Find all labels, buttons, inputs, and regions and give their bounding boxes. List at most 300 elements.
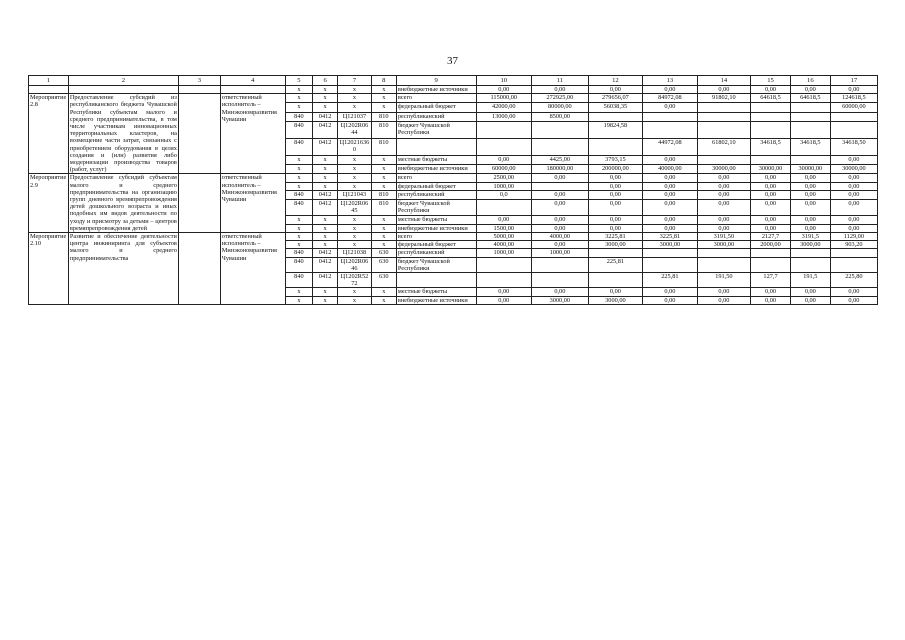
- value-cell: 180000,00: [532, 165, 589, 174]
- table-row: [29, 86, 878, 94]
- value-cell: 0,00: [532, 215, 589, 224]
- empty-cell: [178, 94, 220, 174]
- source-cell: федеральный бюджет: [396, 241, 476, 249]
- code-cell: 840: [285, 273, 312, 288]
- value-cell: 40000,00: [643, 165, 698, 174]
- value-cell: 34618,5: [790, 138, 830, 155]
- value-cell: 0,00: [588, 288, 643, 296]
- value-cell: 3225,81: [643, 233, 698, 241]
- measure-cell: Мероприятие 2.10: [29, 233, 69, 305]
- source-cell: [396, 273, 476, 288]
- value-cell: [476, 138, 532, 155]
- value-cell: 42000,00: [476, 103, 532, 112]
- code-cell: x: [313, 86, 338, 94]
- value-cell: 56038,35: [588, 103, 643, 112]
- value-cell: 0,00: [532, 241, 589, 249]
- value-cell: 3000,00: [790, 241, 830, 249]
- value-cell: 0,00: [588, 182, 643, 191]
- value-cell: 4000,00: [532, 233, 589, 241]
- code-cell: Ц121038: [338, 249, 372, 257]
- value-cell: 0,00: [532, 86, 589, 94]
- code-cell: x: [371, 156, 396, 165]
- code-cell: x: [285, 165, 312, 174]
- value-cell: 64618,5: [790, 94, 830, 103]
- header-cell: 10: [476, 76, 532, 86]
- code-cell: 810: [371, 191, 396, 200]
- source-cell: федеральный бюджет: [396, 182, 476, 191]
- value-cell: [476, 199, 532, 215]
- code-cell: x: [338, 86, 372, 94]
- value-cell: 60000,00: [476, 165, 532, 174]
- value-cell: 0,00: [751, 215, 791, 224]
- code-cell: x: [338, 103, 372, 112]
- value-cell: 2500,00: [476, 174, 532, 183]
- value-cell: 0,00: [588, 215, 643, 224]
- value-cell: [830, 257, 877, 272]
- code-cell: x: [338, 165, 372, 174]
- description-cell: Предоставление субсидий субъектам малого и среднего предпринимательства на организацию групп дневного времяпрепровождения детей дошкольного возраста и иных подобных им видов деятельности по уходу и присмотру за детьми – центров времяпрепровождения детей: [69, 174, 177, 232]
- value-cell: [790, 249, 830, 257]
- value-cell: 2127,7: [751, 233, 791, 241]
- value-cell: 0,00: [697, 199, 750, 215]
- code-cell: 0412: [313, 249, 338, 257]
- code-cell: x: [285, 182, 312, 191]
- code-cell: Ц1202R0644: [338, 121, 372, 138]
- header-cell: 6: [313, 76, 338, 86]
- code-cell: x: [285, 224, 312, 233]
- code-cell: x: [313, 182, 338, 191]
- value-cell: 60000,00: [830, 103, 877, 112]
- code-cell: 810: [371, 121, 396, 138]
- value-cell: [643, 257, 698, 272]
- code-cell: x: [338, 182, 372, 191]
- value-cell: 2000,00: [751, 241, 791, 249]
- value-cell: [697, 249, 750, 257]
- value-cell: [643, 112, 698, 121]
- value-cell: 3000,00: [588, 296, 643, 304]
- value-cell: 0,00: [790, 182, 830, 191]
- value-cell: 80000,00: [532, 103, 589, 112]
- value-cell: [790, 103, 830, 112]
- code-cell: x: [313, 174, 338, 183]
- value-cell: 124618,5: [830, 94, 877, 103]
- value-cell: 1129,00: [830, 233, 877, 241]
- value-cell: 3000,00: [643, 241, 698, 249]
- value-cell: 0,00: [830, 156, 877, 165]
- value-cell: [790, 121, 830, 138]
- code-cell: x: [313, 103, 338, 112]
- value-cell: [588, 138, 643, 155]
- code-cell: x: [285, 288, 312, 296]
- value-cell: 0,00: [790, 199, 830, 215]
- value-cell: 0,00: [476, 156, 532, 165]
- value-cell: 0,00: [476, 288, 532, 296]
- value-cell: 3000,00: [588, 241, 643, 249]
- value-cell: 5000,00: [476, 233, 532, 241]
- value-cell: 0,00: [751, 86, 791, 94]
- value-cell: 0,00: [476, 296, 532, 304]
- value-cell: [532, 257, 589, 272]
- value-cell: [751, 257, 791, 272]
- empty-cell: [29, 86, 69, 94]
- value-cell: [532, 182, 589, 191]
- code-cell: x: [371, 215, 396, 224]
- code-cell: x: [313, 165, 338, 174]
- value-cell: 272925,00: [532, 94, 589, 103]
- code-cell: 840: [285, 138, 312, 155]
- measure-cell: Мероприятие 2.8: [29, 94, 69, 174]
- value-cell: 0,00: [830, 215, 877, 224]
- code-cell: x: [338, 241, 372, 249]
- value-cell: 13000,00: [476, 112, 532, 121]
- header-cell: 11: [532, 76, 589, 86]
- code-cell: x: [338, 288, 372, 296]
- value-cell: 0,00: [830, 199, 877, 215]
- value-cell: 3191,50: [697, 233, 750, 241]
- value-cell: [697, 103, 750, 112]
- page-number: 37: [447, 55, 458, 67]
- source-cell: бюджет Чувашской Республики: [396, 257, 476, 272]
- value-cell: 1000,00: [476, 182, 532, 191]
- value-cell: 200000,00: [588, 165, 643, 174]
- value-cell: [697, 112, 750, 121]
- value-cell: 0,00: [643, 156, 698, 165]
- value-cell: 0,00: [532, 199, 589, 215]
- code-cell: x: [313, 156, 338, 165]
- value-cell: 0,00: [476, 215, 532, 224]
- code-cell: 0412: [313, 121, 338, 138]
- source-cell: бюджет Чувашской Республики: [396, 121, 476, 138]
- description-cell: Предоставление субсидий из республиканского бюджета Чувашской Республики субъектам малого и среднего предпринимательства, в том числе участникам инновационных территориальных кластеров, на возмещение части затрат, связанных с приобретением оборудования в целях создания и (или) развития либо модернизации производства товаров (работ, услуг): [69, 94, 177, 174]
- value-cell: [643, 121, 698, 138]
- code-cell: x: [371, 165, 396, 174]
- code-cell: x: [371, 103, 396, 112]
- code-cell: 0412: [313, 199, 338, 215]
- code-cell: 810: [371, 199, 396, 215]
- value-cell: 1000,00: [532, 249, 589, 257]
- header-cell: 14: [697, 76, 750, 86]
- value-cell: 84972,08: [643, 94, 698, 103]
- empty-cell: [178, 233, 220, 305]
- header-cell: 4: [220, 76, 285, 86]
- value-cell: 30000,00: [697, 165, 750, 174]
- code-cell: 0412: [313, 191, 338, 200]
- code-cell: x: [338, 215, 372, 224]
- value-cell: 0,00: [588, 174, 643, 183]
- code-cell: 840: [285, 249, 312, 257]
- code-cell: 840: [285, 112, 312, 121]
- empty-cell: [68, 86, 178, 94]
- code-cell: Ц1202R0645: [338, 199, 372, 215]
- value-cell: 0,00: [588, 199, 643, 215]
- value-cell: 0,00: [830, 296, 877, 304]
- source-cell: внебюджетные источники: [396, 165, 476, 174]
- value-cell: 0,00: [697, 224, 750, 233]
- value-cell: 3225,81: [588, 233, 643, 241]
- description-cell: Развитие и обеспечение деятельности центра инжиниринга для субъектов малого и среднего предпринимательства: [68, 233, 178, 305]
- code-cell: 840: [285, 121, 312, 138]
- code-cell: Ц121043: [338, 191, 372, 200]
- source-cell: республиканский: [396, 112, 476, 121]
- value-cell: 0,00: [751, 199, 791, 215]
- table-row: [29, 94, 878, 103]
- executor-cell: ответственный исполнитель – Минэкономразвития Чувашии: [220, 94, 285, 174]
- source-cell: республиканский: [396, 191, 476, 200]
- header-cell: 2: [68, 76, 178, 86]
- value-cell: 0,00: [790, 215, 830, 224]
- value-cell: 3000,00: [697, 241, 750, 249]
- value-cell: 127,7: [751, 273, 791, 288]
- value-cell: 0,00: [790, 86, 830, 94]
- code-cell: x: [371, 94, 396, 103]
- code-cell: 0412: [313, 273, 338, 288]
- value-cell: [830, 121, 877, 138]
- measure-cell: Мероприятие 2.9: [29, 174, 69, 233]
- code-cell: x: [313, 233, 338, 241]
- header-cell: 16: [790, 76, 830, 86]
- value-cell: [643, 249, 698, 257]
- value-cell: [751, 249, 791, 257]
- value-cell: 0,00: [697, 191, 750, 200]
- code-cell: x: [285, 296, 312, 304]
- value-cell: 0,00: [790, 288, 830, 296]
- source-cell: внебюджетные источники: [396, 224, 476, 233]
- value-cell: 0,00: [830, 288, 877, 296]
- value-cell: 0,00: [830, 174, 877, 183]
- source-cell: местные бюджеты: [396, 156, 476, 165]
- value-cell: 0,00: [697, 86, 750, 94]
- code-cell: x: [371, 182, 396, 191]
- code-cell: x: [285, 233, 312, 241]
- header-cell: 3: [178, 76, 220, 86]
- source-cell: всего: [396, 94, 476, 103]
- value-cell: 8500,00: [532, 112, 589, 121]
- value-cell: [588, 273, 643, 288]
- source-cell: бюджет Чувашской Республики: [396, 199, 476, 215]
- source-cell: республиканский: [396, 249, 476, 257]
- table-row: [29, 233, 878, 241]
- value-cell: 115000,00: [476, 94, 532, 103]
- code-cell: 840: [285, 191, 312, 200]
- value-cell: 0,00: [830, 182, 877, 191]
- value-cell: [751, 103, 791, 112]
- value-cell: [790, 156, 830, 165]
- code-cell: x: [285, 103, 312, 112]
- value-cell: [476, 121, 532, 138]
- code-cell: 630: [371, 249, 396, 257]
- code-cell: x: [338, 94, 372, 103]
- code-cell: x: [371, 288, 396, 296]
- value-cell: 0,00: [697, 174, 750, 183]
- value-cell: 0,00: [790, 296, 830, 304]
- value-cell: [532, 121, 589, 138]
- header-cell: 9: [396, 76, 476, 86]
- value-cell: 191,50: [697, 273, 750, 288]
- value-cell: [830, 112, 877, 121]
- code-cell: 840: [285, 257, 312, 272]
- code-cell: x: [313, 296, 338, 304]
- header-cell: 7: [338, 76, 372, 86]
- value-cell: 0,00: [532, 224, 589, 233]
- table-row: [29, 174, 878, 183]
- code-cell: 0412: [313, 112, 338, 121]
- source-cell: местные бюджеты: [396, 288, 476, 296]
- value-cell: [476, 273, 532, 288]
- value-cell: 0,00: [532, 191, 589, 200]
- source-cell: [396, 138, 476, 155]
- value-cell: 30000,00: [790, 165, 830, 174]
- value-cell: 0,00: [697, 215, 750, 224]
- value-cell: [476, 257, 532, 272]
- value-cell: 0,00: [643, 174, 698, 183]
- value-cell: 30000,00: [751, 165, 791, 174]
- code-cell: x: [313, 94, 338, 103]
- value-cell: 0,00: [697, 296, 750, 304]
- value-cell: [751, 156, 791, 165]
- code-cell: x: [285, 174, 312, 183]
- value-cell: [697, 121, 750, 138]
- value-cell: 4000,00: [476, 241, 532, 249]
- value-cell: 0,00: [643, 224, 698, 233]
- header-row: [29, 76, 878, 86]
- header-cell: 17: [830, 76, 877, 86]
- value-cell: 0,00: [751, 288, 791, 296]
- header-cell: 15: [751, 76, 791, 86]
- budget-table: [28, 75, 878, 305]
- executor-cell: ответственный исполнитель – Минэкономразвития Чувашии: [220, 174, 285, 233]
- value-cell: 0,00: [643, 296, 698, 304]
- value-cell: 34618,5: [751, 138, 791, 155]
- empty-cell: [220, 86, 285, 94]
- value-cell: 64618,5: [751, 94, 791, 103]
- executor-cell: ответственный исполнитель – Минэкономразвития Чувашии: [220, 233, 285, 305]
- value-cell: [751, 112, 791, 121]
- empty-cell: [178, 174, 220, 233]
- value-cell: [697, 156, 750, 165]
- value-cell: 0,00: [751, 224, 791, 233]
- value-cell: [532, 138, 589, 155]
- value-cell: 0,00: [830, 86, 877, 94]
- value-cell: 0,0: [476, 191, 532, 200]
- code-cell: x: [285, 94, 312, 103]
- code-cell: x: [371, 233, 396, 241]
- value-cell: 0,00: [588, 86, 643, 94]
- value-cell: [830, 249, 877, 257]
- value-cell: 61802,10: [697, 138, 750, 155]
- source-cell: федеральный бюджет: [396, 103, 476, 112]
- value-cell: 191,5: [790, 273, 830, 288]
- value-cell: 225,80: [830, 273, 877, 288]
- value-cell: 0,00: [751, 182, 791, 191]
- value-cell: 0,00: [697, 182, 750, 191]
- source-cell: всего: [396, 233, 476, 241]
- value-cell: [532, 273, 589, 288]
- code-cell: x: [371, 296, 396, 304]
- code-cell: Ц1202R5272: [338, 273, 372, 288]
- value-cell: [790, 112, 830, 121]
- value-cell: 1000,00: [476, 249, 532, 257]
- code-cell: x: [371, 174, 396, 183]
- value-cell: 0,00: [588, 191, 643, 200]
- code-cell: x: [285, 241, 312, 249]
- value-cell: 0,00: [751, 296, 791, 304]
- value-cell: 0,00: [643, 215, 698, 224]
- value-cell: [588, 249, 643, 257]
- value-cell: 1500,00: [476, 224, 532, 233]
- code-cell: x: [285, 215, 312, 224]
- value-cell: 0,00: [790, 224, 830, 233]
- code-cell: 630: [371, 273, 396, 288]
- value-cell: 0,00: [751, 191, 791, 200]
- value-cell: 34618,50: [830, 138, 877, 155]
- value-cell: 0,00: [790, 174, 830, 183]
- code-cell: x: [338, 174, 372, 183]
- value-cell: 19824,58: [588, 121, 643, 138]
- header-cell: 5: [285, 76, 312, 86]
- value-cell: 0,00: [751, 174, 791, 183]
- value-cell: 0,00: [643, 199, 698, 215]
- code-cell: Ц121037: [338, 112, 372, 121]
- value-cell: 0,00: [532, 174, 589, 183]
- value-cell: 279656,07: [588, 94, 643, 103]
- code-cell: Ц1202R0646: [338, 257, 372, 272]
- source-cell: всего: [396, 174, 476, 183]
- code-cell: x: [371, 241, 396, 249]
- value-cell: 225,81: [588, 257, 643, 272]
- value-cell: [588, 112, 643, 121]
- value-cell: 4425,00: [532, 156, 589, 165]
- value-cell: 0,00: [643, 191, 698, 200]
- code-cell: x: [285, 86, 312, 94]
- empty-cell: [178, 86, 220, 94]
- value-cell: 0,00: [588, 224, 643, 233]
- code-cell: 0412: [313, 138, 338, 155]
- value-cell: 0,00: [830, 224, 877, 233]
- value-cell: 44972,08: [643, 138, 698, 155]
- code-cell: 810: [371, 138, 396, 155]
- code-cell: 0412: [313, 257, 338, 272]
- code-cell: x: [371, 86, 396, 94]
- header-cell: 13: [643, 76, 698, 86]
- value-cell: 3000,00: [532, 296, 589, 304]
- code-cell: x: [338, 233, 372, 241]
- code-cell: Ц120216360: [338, 138, 372, 155]
- value-cell: [751, 121, 791, 138]
- value-cell: [790, 257, 830, 272]
- code-cell: x: [313, 288, 338, 296]
- code-cell: x: [338, 296, 372, 304]
- value-cell: 0,00: [697, 288, 750, 296]
- value-cell: 903,20: [830, 241, 877, 249]
- value-cell: 0,00: [643, 288, 698, 296]
- source-cell: местные бюджеты: [396, 215, 476, 224]
- code-cell: 630: [371, 257, 396, 272]
- value-cell: 3793,15: [588, 156, 643, 165]
- value-cell: 225,81: [643, 273, 698, 288]
- value-cell: 0,00: [830, 191, 877, 200]
- source-cell: внебюджетные источники: [396, 86, 476, 94]
- value-cell: 0,00: [643, 182, 698, 191]
- value-cell: 3191,5: [790, 233, 830, 241]
- code-cell: x: [313, 215, 338, 224]
- header-cell: 12: [588, 76, 643, 86]
- header-cell: 1: [29, 76, 69, 86]
- code-cell: x: [371, 224, 396, 233]
- value-cell: 0,00: [476, 86, 532, 94]
- value-cell: 0,00: [643, 86, 698, 94]
- code-cell: 840: [285, 199, 312, 215]
- value-cell: 91802,10: [697, 94, 750, 103]
